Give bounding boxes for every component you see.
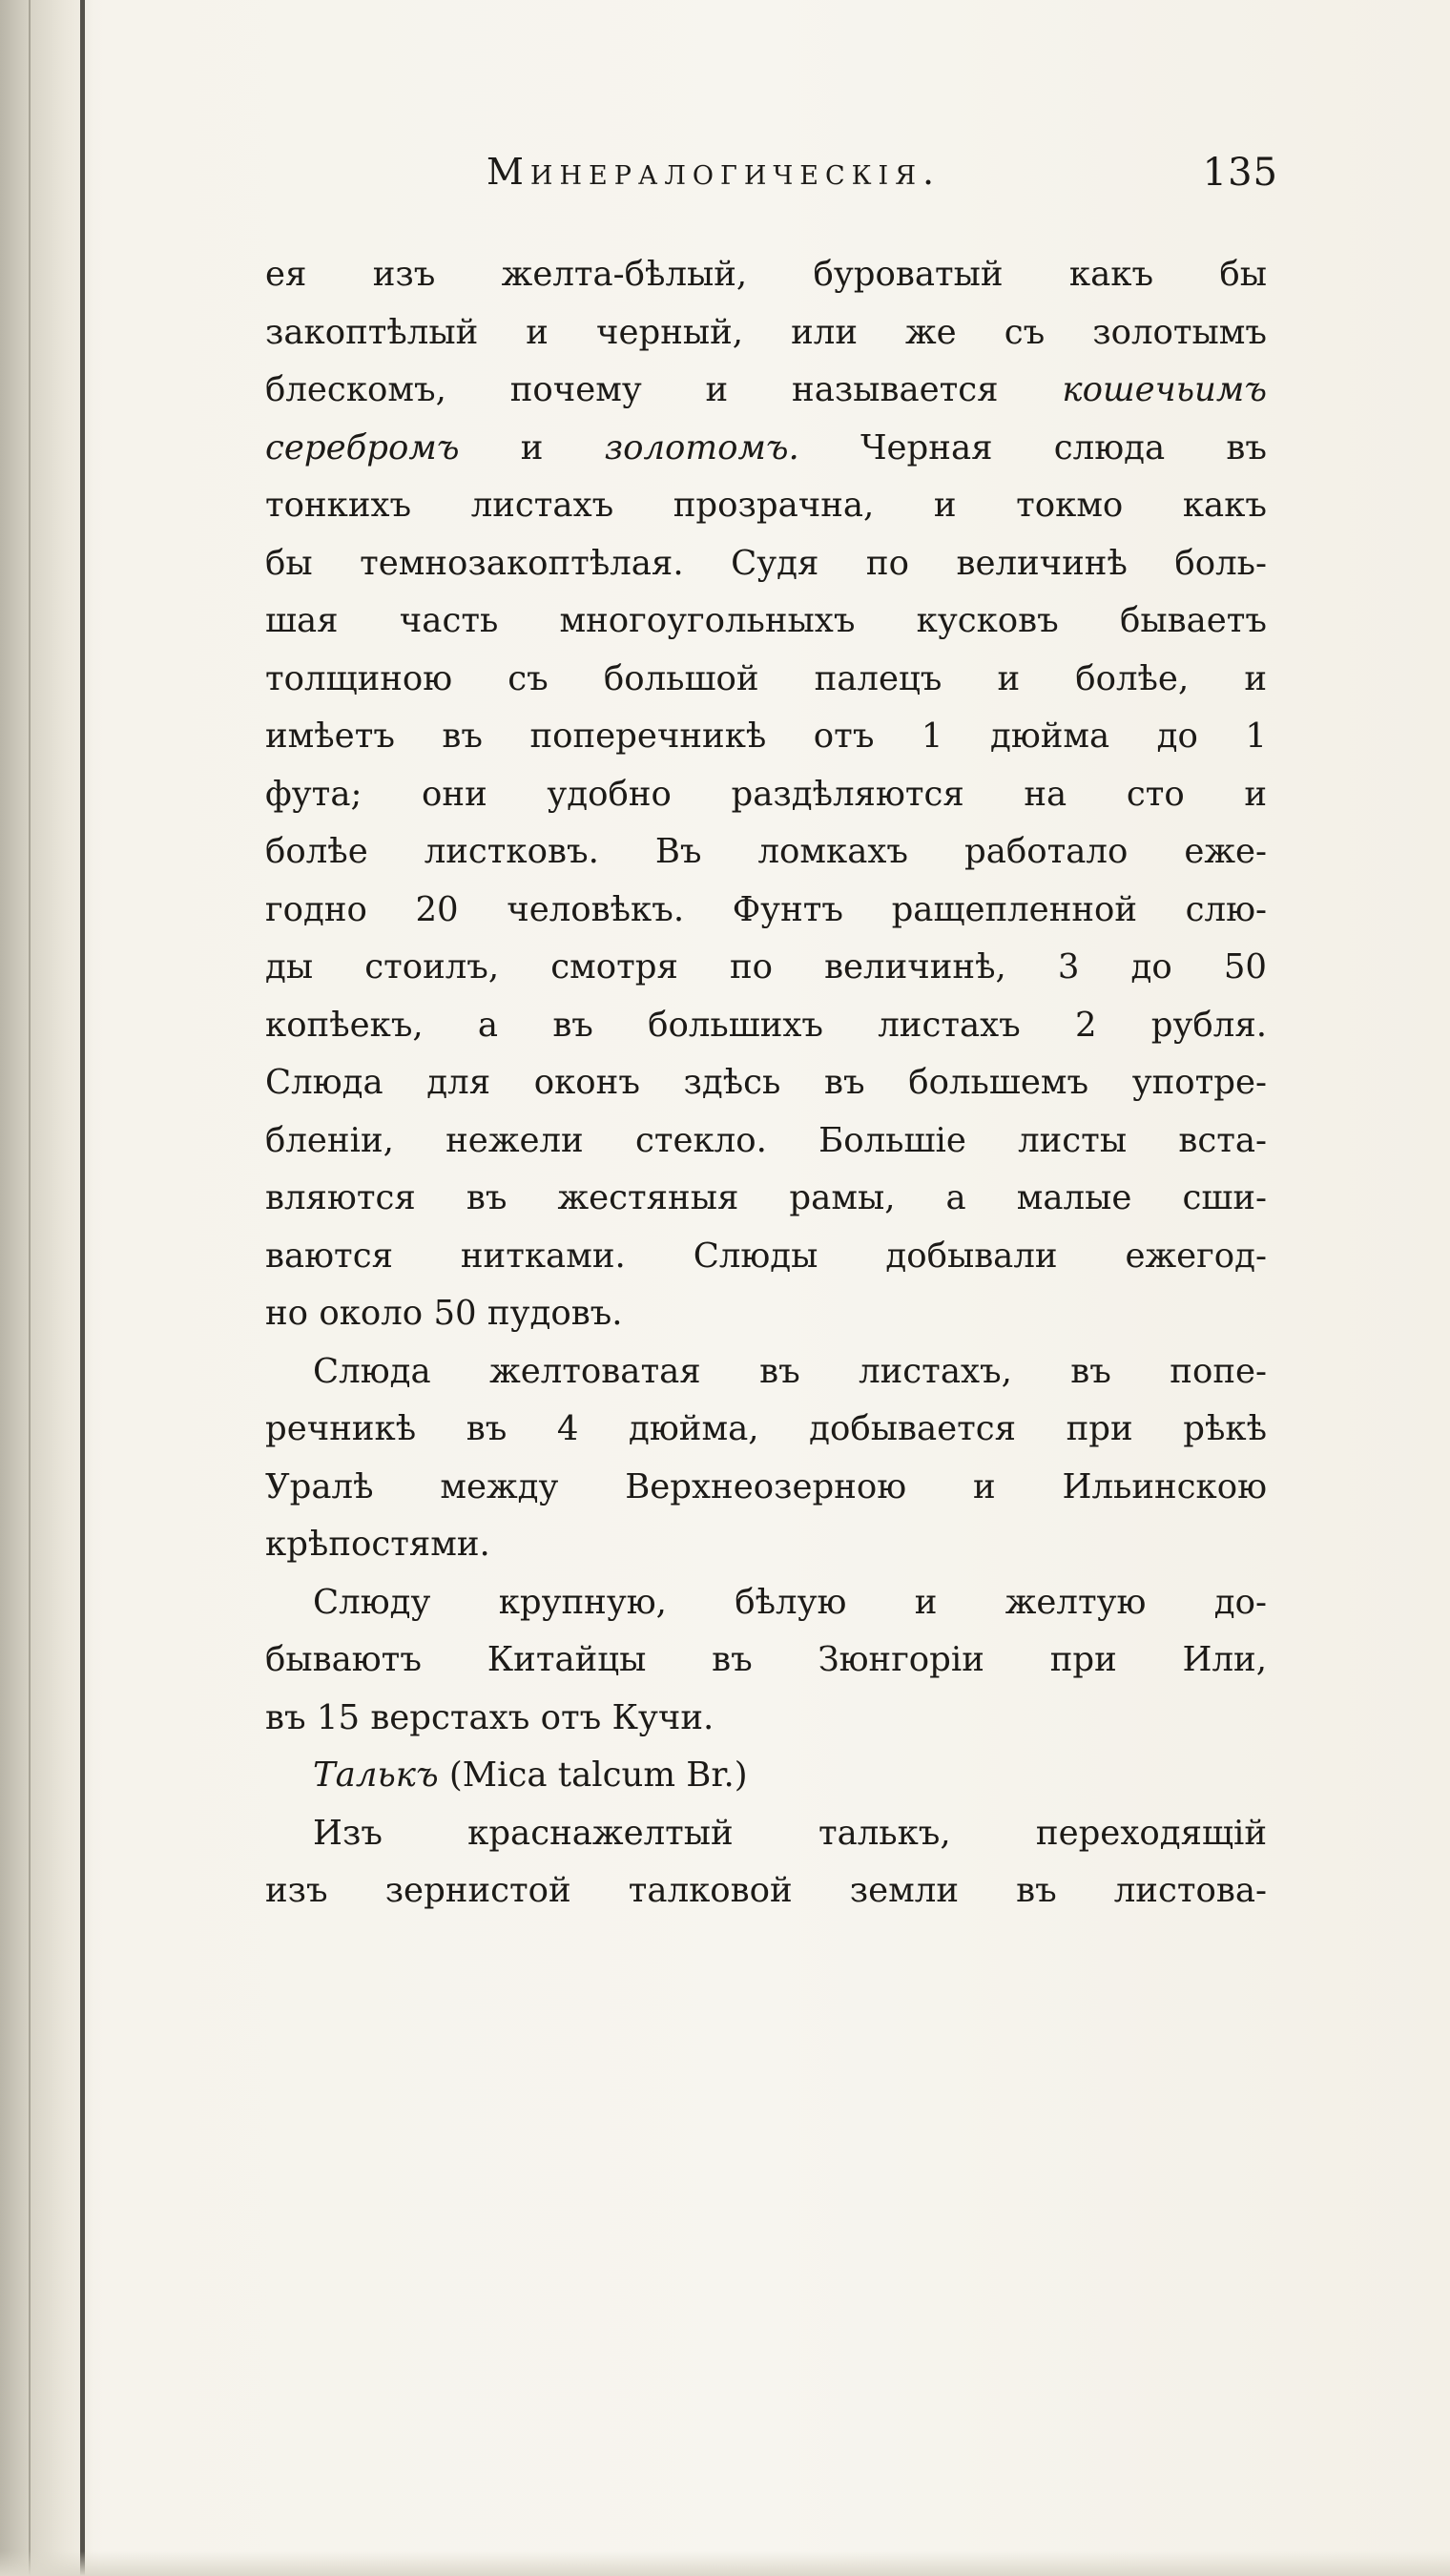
text-line [265, 939, 1267, 997]
text-run: крѣпостями. [265, 1525, 490, 1564]
text-run: фута; они удобно раздѣляются на сто и [265, 774, 1267, 814]
text-run: блескомъ, почему и называется [265, 370, 1063, 409]
text-run: Черная слюда въ [798, 427, 1267, 467]
text-line [265, 708, 1267, 766]
text-line [265, 1574, 1267, 1632]
text-line [265, 882, 1267, 940]
text-run: бы темнозакоптѣлая. Судя по величинѣ боль- [265, 543, 1267, 583]
text-line [265, 246, 1267, 304]
text-line [265, 1862, 1267, 1921]
text-line [265, 304, 1267, 363]
text-run: болѣе листковъ. Въ ломкахъ работало еже- [265, 832, 1267, 871]
text-line [265, 997, 1267, 1055]
italic-term: кошечьимъ [1062, 370, 1267, 409]
text-line [265, 477, 1267, 535]
text-run: Слюда для оконъ здѣсь въ большемъ употре- [265, 1063, 1267, 1102]
text-line [265, 1631, 1267, 1690]
text-run: Слюда желтоватая въ листахъ, въ попе- [313, 1351, 1267, 1391]
section-heading-talc [265, 1747, 1267, 1805]
page-header [487, 151, 1278, 208]
text-run: ваются нитками. Слюды добывали ежегод- [265, 1236, 1267, 1276]
text-run: имѣетъ въ поперечникѣ отъ 1 дюйма до 1 [265, 717, 1267, 756]
text-run: закоптѣлый и черный, или же съ золотымъ [265, 312, 1267, 352]
text-run: (Mica talcum Br.) [438, 1755, 748, 1795]
text-line [265, 1228, 1267, 1286]
italic-term: Талькъ [313, 1755, 439, 1795]
text-line [265, 1805, 1267, 1863]
text-line [265, 1516, 1267, 1574]
text-line [265, 1459, 1267, 1517]
text-run: годно 20 человѣкъ. Фунтъ ращепленной слю- [265, 889, 1267, 929]
text-run: Слюду крупную, бѣлую и желтую до- [313, 1582, 1267, 1622]
text-line [265, 823, 1267, 882]
text-line [265, 1170, 1267, 1228]
text-line [265, 1112, 1267, 1171]
text-run: вляются въ жестяныя рамы, а малые сши- [265, 1178, 1267, 1217]
italic-term: золотомъ. [604, 427, 799, 467]
text-line [265, 651, 1267, 709]
text-line [265, 1401, 1267, 1459]
text-line [265, 766, 1267, 824]
text-run: речникѣ въ 4 дюйма, добывается при рѣкѣ [265, 1409, 1267, 1448]
text-run: тонкихъ листахъ прозрачна, и токмо какъ [265, 486, 1267, 525]
text-run: но около 50 пудовъ. [265, 1294, 623, 1333]
text-line [265, 1343, 1267, 1402]
text-run: ды стоилъ, смотря по величинѣ, 3 до 50 [265, 947, 1267, 987]
text-run: и [459, 427, 605, 467]
text-line [265, 1054, 1267, 1112]
text-run: Изъ краснажелтый талькъ, переходящій [313, 1813, 1267, 1853]
page-bottom-edge [0, 2551, 1450, 2576]
page-number: 135 [1202, 151, 1278, 195]
text-line [265, 592, 1267, 651]
text-line [265, 1285, 1267, 1343]
text-run: Уралѣ между Верхнеозерною и Ильинскою [265, 1466, 1267, 1506]
page-edge-line [29, 0, 31, 2576]
binding-edge [80, 0, 85, 2576]
body-text [265, 246, 1267, 1921]
text-run: шая часть многоугольныхъ кусковъ бываетъ [265, 601, 1267, 640]
text-run: въ 15 верстахъ отъ Кучи. [265, 1697, 715, 1737]
text-run: толщиною съ большой палецъ и болѣе, и [265, 658, 1267, 698]
text-line [265, 535, 1267, 593]
text-line [265, 362, 1267, 420]
text-line [265, 1690, 1267, 1748]
text-run: бываютъ Китайцы въ Зюнгоріи при Или, [265, 1640, 1267, 1679]
text-run: бленіи, нежели стекло. Большіе листы вста- [265, 1120, 1267, 1160]
text-line [265, 420, 1267, 478]
running-head: Минералогическія. [487, 151, 942, 193]
text-run: изъ зернистой талковой земли въ листова- [265, 1871, 1267, 1910]
text-run: копѣекъ, а въ большихъ листахъ 2 рубля. [265, 1005, 1267, 1045]
text-run: ея изъ желта-бѣлый, буроватый какъ бы [265, 255, 1267, 294]
italic-term: серебромъ [265, 427, 460, 467]
